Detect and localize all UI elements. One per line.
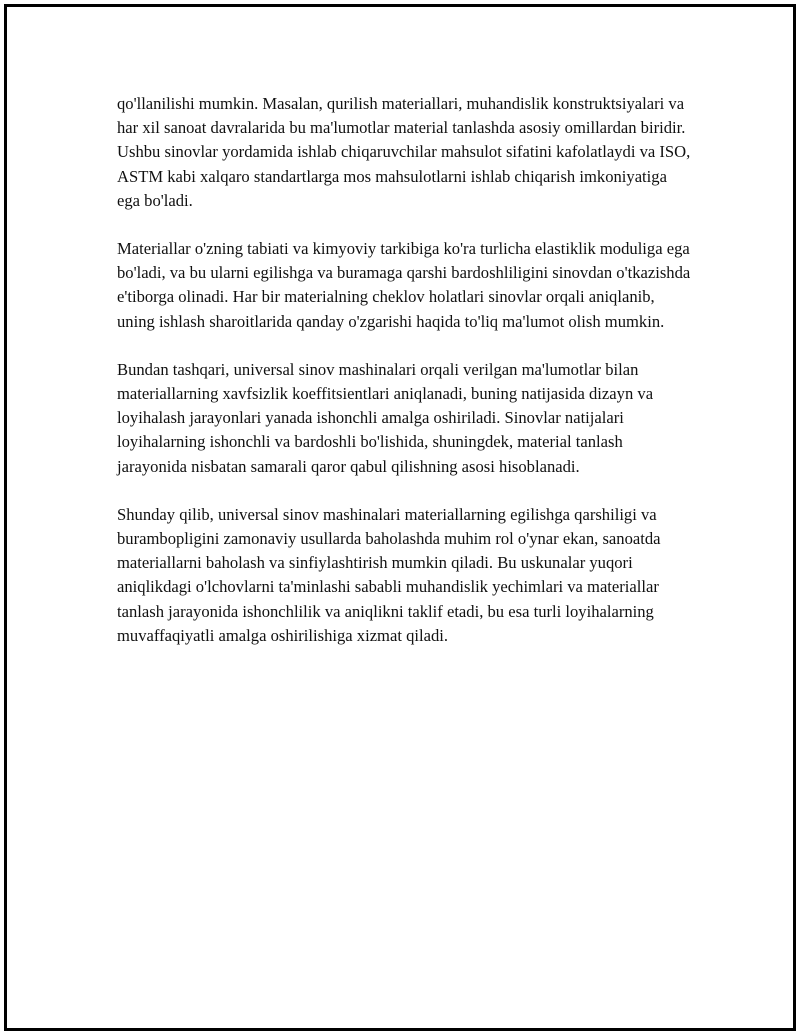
document-body: [117, 92, 692, 672]
paragraph-1: qo'llanilishi mumkin. Masalan, qurilish materiallari, muhandislik konstruktsiyalari va har xil sanoat davralarida bu ma'lumotlar material tanlashda asosiy omillardan biridir. Ushbu sinovlar yordamida ishlab chiqaruvchilar mahsulot sifatini kafolatlaydi va ISO, ASTM kabi xalqaro standartlarga mos mahsulotlarni ishlab chiqarish imkoniyatiga ega bo'ladi.: [117, 94, 691, 210]
paragraph-4: Shunday qilib, universal sinov mashinalari materiallarning egilishga qarshiligi va burambopligini zamonaviy usullarda baholashda muhim rol o'ynar ekan, sanoatda materiallarni baholash va sinfiylashtirish mumkin qiladi. Bu uskunalar yuqori aniqlikdagi o'lchovlarni ta'minlashi sababli muhandislik yechimlari va materiallar tanlash jarayonida ishonchlilik va aniqlikni taklif etadi, bu esa turli loyihalarning muvaffaqiyatli amalga oshirilishiga xizmat qiladi.: [117, 504, 661, 645]
paragraph-2: Materiallar o'zning tabiati va kimyoviy tarkibiga ko'ra turlicha elastiklik moduliga ega bo'ladi, va bu ularni egilishga va buramaga qarshi bardoshliligini sinovdan o'tkazishda e'tiborga olinadi. Har bir materialning cheklov holatlari sinovlar orqali aniqlanib, uning ishlash sharoitlarida qanday o'zgarishi haqida to'liq ma'lumot olish mumkin.: [117, 239, 691, 331]
paragraph-3: Bundan tashqari, universal sinov mashinalari orqali verilgan ma'lumotlar bilan materiallarning xavfsizlik koeffitsientlari aniqlanadi, buning natijasida dizayn va loyihalash jarayonlari yanada ishonchli amalga oshiriladi. Sinovlar natijalari loyihalarning ishonchli va bardoshli bo'lishida, shuningdek, material tanlash jarayonida nisbatan samarali qaror qabul qilishning asosi hisoblanadi.: [117, 359, 654, 476]
